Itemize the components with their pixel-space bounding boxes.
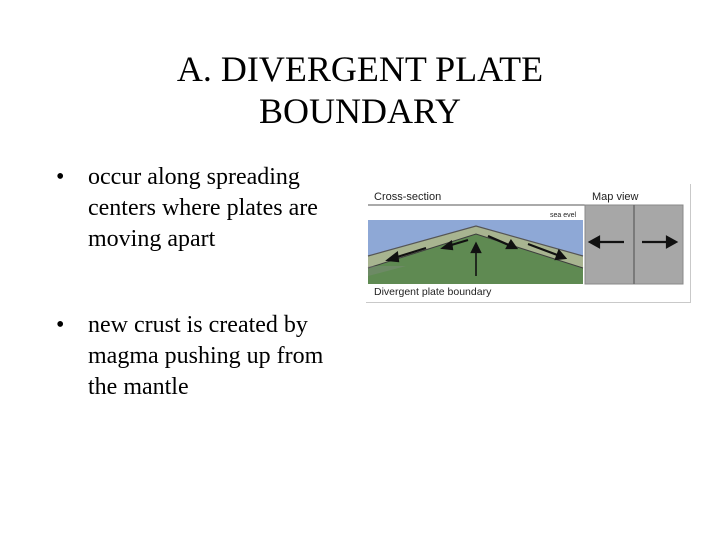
bullet-text: occur along spreading centers where plates are moving apart [88,164,318,252]
figure-caption: Divergent plate boundary [374,286,492,298]
cross-section-label: Cross-section [374,191,442,203]
figure-svg [366,184,690,302]
bullet-item [56,310,356,403]
bullet-text: new crust is created by magma pushing up from the mantle [88,312,324,400]
sea-level-label: sea evel [550,212,577,219]
bullet-list [56,162,356,458]
slide-title: A. DIVERGENT PLATE BOUNDARY [176,49,544,131]
bullet-marker: • [56,164,65,190]
bullet-marker: • [56,312,65,338]
divergent-boundary-figure [366,184,691,303]
map-view-label: Map view [592,191,639,203]
bullet-item [56,162,356,255]
